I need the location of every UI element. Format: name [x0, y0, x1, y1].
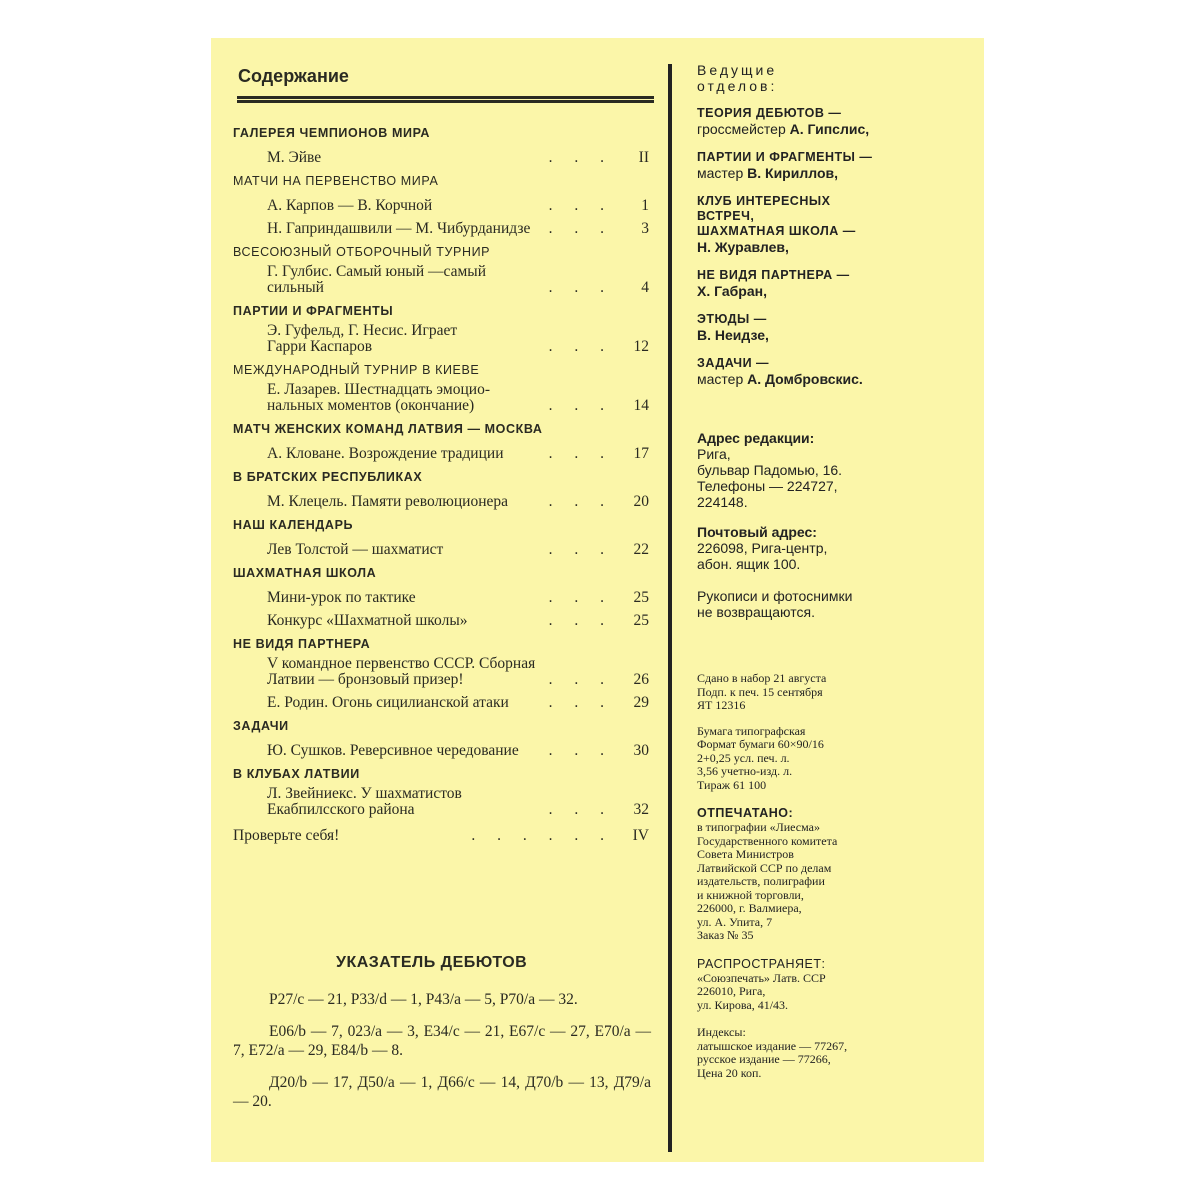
toc-entry-line: А. Кловане. Возрождение традиции — [267, 445, 504, 462]
toc-entry-text — [233, 494, 543, 510]
openings-index-paragraph: Д20/b — 17, Д50/а — 1, Д66/с — 14, Д70/b — 13, Д79/а — 20. — [233, 1074, 651, 1110]
toc-entry — [233, 143, 649, 166]
manuscripts-line: Рукописи и фотоснимки — [697, 588, 853, 604]
toc-section-title: МАТЧИ НА ПЕРВЕНСТВО МИРА — [233, 174, 439, 188]
toc-section-title: ГАЛЕРЕЯ ЧЕМПИОНОВ МИРА — [233, 126, 431, 140]
toc-entry-line: А. Карпов — В. Корчной — [267, 197, 433, 214]
toc-page-number: 3 — [641, 220, 649, 237]
toc-entry-text — [233, 446, 543, 462]
toc-entry — [233, 214, 649, 237]
toc-section-title: ЗАДАЧИ — [233, 719, 289, 733]
manuscripts-note — [697, 588, 977, 620]
toc-section-title: МЕЖДУНАРОДНЫЙ ТУРНИР В КИЕВЕ — [233, 363, 480, 377]
indexes-line: Индексы: — [697, 1025, 746, 1039]
editor-name-line — [697, 165, 977, 182]
address-line: Рига, — [697, 446, 731, 462]
toc-entry-line: Ю. Сушков. Реверсивное чередование — [267, 742, 519, 759]
editor-section: НЕ ВИДЯ ПАРТНЕРА — — [697, 268, 850, 282]
toc-dots: . . . — [548, 742, 613, 759]
editor-entry — [697, 106, 977, 138]
editor-name: А. Домбровскис. — [747, 371, 863, 387]
toc-entry — [233, 191, 649, 214]
editor-entry — [697, 356, 977, 388]
postal-address — [697, 524, 977, 572]
editor-name-line — [697, 283, 977, 300]
toc-dots: . . . — [548, 445, 613, 462]
openings-index-paragraph: Е06/b — 7, 023/а — 3, Е34/с — 21, Е67/с — 27, Е70/а — 7, Е72/а — 29, Е84/b — 8. — [233, 1023, 651, 1059]
toc-entry-line: М. Клецель. Памяти революционера — [267, 493, 509, 510]
toc-entry — [233, 535, 649, 558]
toc-page-number: 1 — [641, 197, 649, 214]
editor-section: ЭТЮДЫ — — [697, 312, 767, 326]
imprint-paper-line: 3,56 учетно-изд. л. — [697, 764, 793, 778]
editor-entry — [697, 268, 977, 300]
address-line: 224148. — [697, 494, 748, 510]
indexes-line: русское издание — 77266, — [697, 1052, 831, 1066]
toc-dots: . . . . . . — [471, 827, 613, 844]
toc-page-number: 22 — [633, 541, 649, 558]
column-divider — [668, 64, 672, 1152]
toc-entry-text — [233, 695, 543, 711]
toc-page-number: IV — [632, 827, 649, 844]
editorial-address — [697, 430, 977, 510]
toc-entry-text — [233, 198, 543, 214]
toc-dots: . . . — [548, 149, 613, 166]
toc-entry — [233, 583, 649, 606]
toc-entry-text — [233, 613, 543, 629]
toc-entry-line: Латвии — бронзовый призер! — [267, 671, 464, 688]
imprint-paper-line: Тираж 61 100 — [697, 777, 767, 792]
toc-entry — [233, 606, 649, 629]
toc-entry-line: Л. Звейниекс. У шахматистов — [267, 785, 462, 802]
editor-name: В. Кириллов, — [747, 165, 838, 181]
editor-name-line — [697, 371, 977, 388]
toc-entry-line: Лев Толстой — шахматист — [267, 541, 444, 558]
toc-dots: . . . — [548, 589, 613, 606]
imprint-paper-line: Формат бумаги 60×90/16 — [697, 737, 824, 751]
toc-section-title: ПАРТИИ И ФРАГМЕНТЫ — [233, 304, 394, 318]
indexes-line: латышское издание — 77267, — [697, 1038, 848, 1053]
toc-entry — [233, 262, 649, 296]
toc-page-number: 25 — [633, 589, 649, 606]
toc-entry-text — [233, 382, 543, 414]
toc-entry-text — [233, 786, 543, 818]
postal-heading: Почтовый адрес: — [697, 524, 817, 540]
address-heading: Адрес редакции: — [697, 430, 815, 446]
printed-line: Государственного комитета — [697, 833, 838, 848]
editor-name: Х. Габран, — [697, 283, 767, 299]
toc-section-title: НАШ КАЛЕНДАРЬ — [233, 518, 354, 532]
manuscripts-line: не возвращаются. — [697, 604, 815, 620]
toc-entry-text — [233, 323, 543, 355]
address-line: бульвар Падомью, 16. — [697, 462, 843, 478]
toc-entry-line: Э. Гуфельд, Г. Несис. Играет — [267, 322, 458, 339]
right-column — [697, 62, 977, 1080]
toc-entry-line: Н. Гаприндашвили — М. Чибурданидзе — [267, 220, 531, 237]
printed-line: и книжной торговли, — [697, 887, 804, 902]
toc-page-number: 4 — [641, 279, 649, 296]
imprint-paper-line: 2+0,25 усл. печ. л. — [697, 750, 790, 765]
toc-entry — [233, 321, 649, 355]
toc-entry-line: Г. Гулбис. Самый юный —самый — [267, 263, 486, 280]
editor-entry — [697, 312, 977, 344]
editor-name: В. Неидзе, — [697, 327, 769, 343]
toc-dots: . . . — [548, 541, 613, 558]
editor-name: Н. Журавлев, — [697, 239, 789, 255]
editor-title: мастер — [697, 371, 748, 387]
editor-name: А. Гипслис, — [789, 121, 870, 137]
toc-entry-text — [233, 743, 543, 759]
imprint-paper-line: Бумага типографская — [697, 723, 806, 738]
toc-entry-text — [233, 656, 543, 688]
toc-dots: . . . — [548, 197, 613, 214]
toc-section-title: МАТЧ ЖЕНСКИХ КОМАНД ЛАТВИЯ — МОСКВА — [233, 422, 543, 436]
printed-line: в типографии «Лиесма» — [697, 820, 820, 834]
toc-entry-line: Е. Лазарев. Шестнадцать эмоцио- — [267, 381, 490, 398]
toc-entry-line: Екабпилсского района — [267, 801, 415, 818]
toc-entry-line: сильный — [267, 279, 324, 296]
title-rule-top — [237, 96, 654, 99]
toc-entry — [233, 821, 649, 844]
toc-entry — [233, 784, 649, 818]
indexes-price — [697, 1026, 977, 1080]
editor-section: КЛУБ ИНТЕРЕСНЫХ — [697, 194, 831, 208]
postal-line: абон. ящик 100. — [697, 556, 801, 572]
toc-entry — [233, 688, 649, 711]
editor-title: гроссмейстер — [697, 121, 790, 137]
printed-line: издательств, полиграфии — [697, 874, 825, 888]
toc-entry — [233, 380, 649, 414]
toc-dots: . . . — [548, 671, 613, 688]
imprint-dates-line: ЯТ 12316 — [697, 698, 746, 712]
editor-entry — [697, 150, 977, 182]
toc-entry-line: Гарри Каспаров — [267, 338, 373, 355]
toc-entry — [233, 654, 649, 688]
printed-line: ул. А. Упита, 7 — [697, 914, 773, 929]
printed-heading: ОТПЕЧАТАНО: — [697, 806, 794, 820]
toc-title: Содержание — [238, 66, 349, 86]
toc-dots: . . . — [548, 397, 613, 414]
toc-entry-text — [233, 150, 543, 166]
toc-section-title: ШАХМАТНАЯ ШКОЛА — [233, 566, 377, 580]
toc-section-title: НЕ ВИДЯ ПАРТНЕРА — [233, 637, 371, 651]
indexes-line: Цена 20 коп. — [697, 1065, 762, 1080]
toc-entry-line: М. Эйве — [267, 149, 322, 166]
toc-page-number: 20 — [633, 493, 649, 510]
openings-index-title: УКАЗАТЕЛЬ ДЕБЮТОВ — [336, 954, 528, 971]
editor-section: ТЕОРИЯ ДЕБЮТОВ — — [697, 106, 842, 120]
toc-page-number: 17 — [633, 445, 649, 462]
toc-page-number: 12 — [633, 338, 649, 355]
editor-section: ЗАДАЧИ — — [697, 356, 770, 370]
toc-section-title: В БРАТСКИХ РЕСПУБЛИКАХ — [233, 470, 423, 484]
toc-page-number: II — [638, 149, 649, 166]
toc-entry-text: Проверьте себя! — [233, 827, 340, 844]
imprint-dates-line: Сдано в набор 21 августа — [697, 671, 827, 685]
printed-line: 226000, г. Валмиера, — [697, 901, 802, 915]
title-rule-bottom — [237, 100, 654, 103]
editors-heading-line: Ведущие — [697, 62, 778, 78]
toc-page-number: 32 — [633, 801, 649, 818]
toc-entry-line: нальных моментов (окончание) — [267, 397, 475, 414]
toc-dots: . . . — [548, 338, 613, 355]
toc-section-title: ВСЕСОЮЗНЫЙ ОТБОРОЧНЫЙ ТУРНИР — [233, 245, 491, 259]
toc-page-number: 26 — [633, 671, 649, 688]
printed-line: Заказ № 35 — [697, 928, 754, 942]
toc-entry-line: Е. Родин. Огонь сицилианской атаки — [267, 694, 509, 711]
toc-entry-text — [233, 264, 543, 296]
toc-page-number: 14 — [633, 397, 649, 414]
editor-name-line — [697, 121, 977, 138]
toc-list — [233, 118, 649, 844]
toc-entry-line: Конкурс «Шахматной школы» — [267, 612, 468, 629]
toc-entry — [233, 736, 649, 759]
printed-line: Совета Министров — [697, 847, 794, 861]
toc-dots: . . . — [548, 694, 613, 711]
printed-by — [697, 806, 977, 943]
editor-name-line — [697, 239, 977, 256]
toc-dots: . . . — [548, 220, 613, 237]
imprint-paper — [697, 725, 977, 793]
openings-index-paragraph: Р27/с — 21, Р33/d — 1, Р43/а — 5, Р70/а — 32. — [269, 991, 578, 1008]
toc-entry-text — [233, 590, 543, 606]
openings-index — [233, 990, 651, 1124]
toc-dots: . . . — [548, 279, 613, 296]
editor-title: мастер — [697, 165, 748, 181]
toc-dots: . . . — [548, 801, 613, 818]
toc-page-number: 29 — [633, 694, 649, 711]
address-line: Телефоны — 224727, — [697, 478, 838, 494]
toc-section-title: В КЛУБАХ ЛАТВИИ — [233, 767, 360, 781]
toc-page-number: 30 — [633, 742, 649, 759]
editors-heading-line: отделов: — [697, 78, 778, 94]
distributor — [697, 957, 977, 1013]
toc-dots: . . . — [548, 493, 613, 510]
editor-section: ПАРТИИ И ФРАГМЕНТЫ — — [697, 150, 873, 164]
editor-name-line — [697, 327, 977, 344]
toc-entry-text — [233, 542, 543, 558]
editor-section: ШАХМАТНАЯ ШКОЛА — — [697, 224, 856, 238]
editor-entry — [697, 194, 977, 256]
distributor-line: ул. Кирова, 41/43. — [697, 997, 789, 1012]
toc-entry — [233, 487, 649, 510]
editors-list — [697, 106, 977, 388]
imprint-dates — [697, 672, 977, 713]
toc-entry-line: Мини-урок по тактике — [267, 589, 416, 606]
printed-line: Латвийской ССР по делам — [697, 860, 832, 875]
distributor-heading: РАСПРОСТРАНЯЕТ: — [697, 956, 826, 971]
toc-dots: . . . — [548, 612, 613, 629]
toc-entry — [233, 439, 649, 462]
distributor-line: 226010, Рига, — [697, 984, 766, 998]
toc-page-number: 25 — [633, 612, 649, 629]
distributor-line: «Союзпечать» Латв. ССР — [697, 970, 826, 985]
postal-line: 226098, Рига-центр, — [697, 540, 828, 556]
editors-heading — [697, 62, 977, 94]
toc-entry-text — [233, 221, 543, 237]
editor-section: ВСТРЕЧ, — [697, 209, 755, 223]
imprint-dates-line: Подп. к печ. 15 сентября — [697, 684, 823, 699]
magazine-page — [211, 38, 984, 1162]
toc-entry-line: V командное первенство СССР. Сборная — [267, 655, 536, 672]
